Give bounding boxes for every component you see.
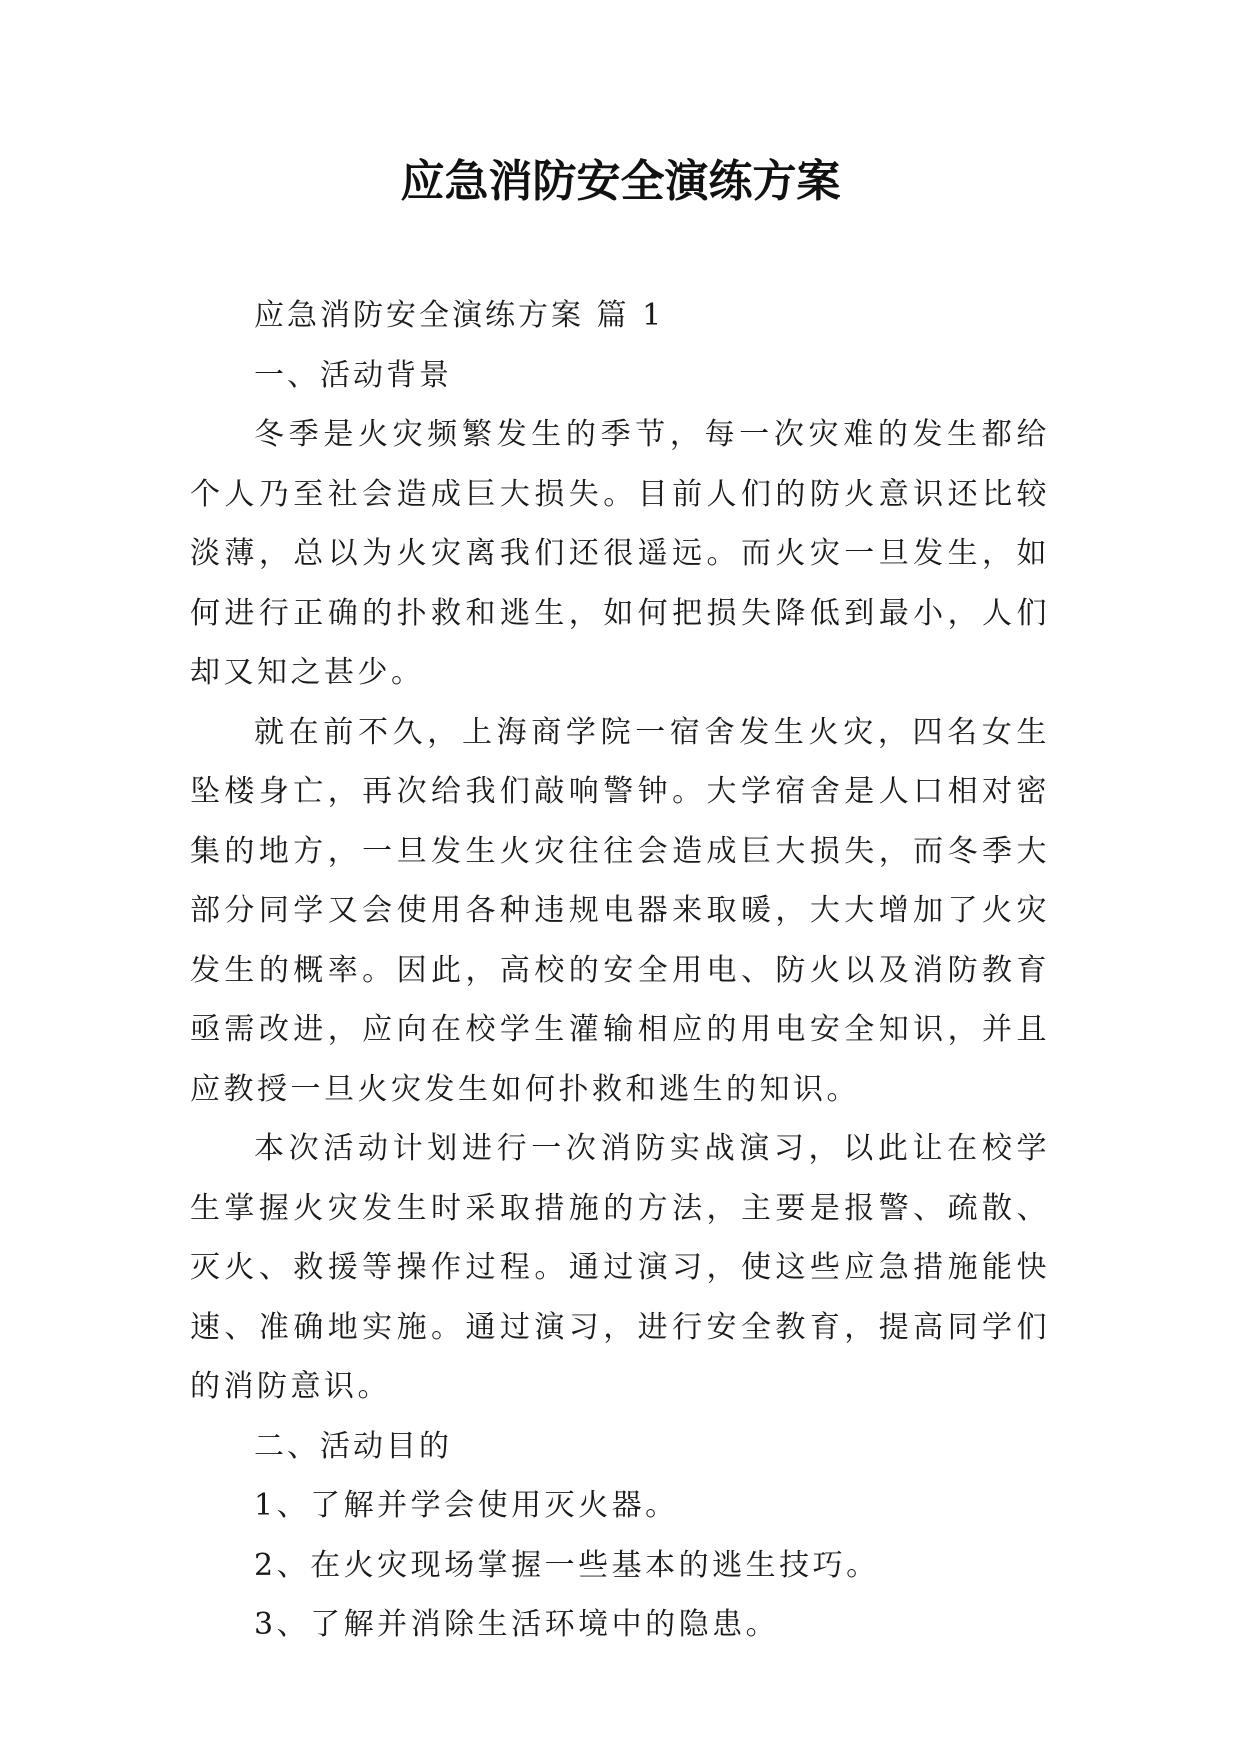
document-body bbox=[190, 286, 1050, 1655]
purpose-item-2: 2、在火灾现场掌握一些基本的逃生技巧。 bbox=[254, 1547, 880, 1583]
section-heading-background: 一、活动背景 bbox=[254, 357, 452, 393]
section-heading-purpose: 二、活动目的 bbox=[254, 1428, 452, 1464]
document-title: 应急消防安全演练方案 bbox=[400, 156, 841, 207]
paragraph-drill-plan: 本次活动计划进行一次消防实战演习，以此让在校学生掌握火灾发生时采取措施的方法，主要是报警、疏散、灭火、救援等操作过程。通过演习，使这些应急措施能快速、准确地实施。通过演习，进行安全教育，提高同学们的消防意识。 bbox=[190, 1131, 1050, 1404]
purpose-item-3: 3、了解并消除生活环境中的隐患。 bbox=[254, 1607, 780, 1642]
paragraph-dorm-fire: 就在前不久，上海商学院一宿舍发生火灾，四名女生坠楼身亡，再次给我们敲响警钟。大学宿舍是人口相对密集的地方，一旦发生火灾往往会造成巨大损失，而冬季大部分同学又会使用各种违规电器来取暖，大大增加了火灾发生的概率。因此，高校的安全用电、防火以及消防教育亟需改进，应向在校学生灌输相应的用电安全知识，并且应教授一旦火灾发生如何扑救和逃生的知识。 bbox=[190, 714, 1050, 1107]
paragraph-winter-fires: 冬季是火灾频繁发生的季节，每一次灾难的发生都给个人乃至社会造成巨大损失。目前人们的防火意识还比较淡薄，总以为火灾离我们还很遥远。而火灾一旦发生，如何进行正确的扑救和逃生，如何把损失降低到最小，人们却又知之甚少。 bbox=[190, 417, 1050, 690]
purpose-item-1: 1、了解并学会使用灭火器。 bbox=[254, 1488, 679, 1523]
section-subtitle: 应急消防安全演练方案 篇 1 bbox=[254, 298, 665, 333]
